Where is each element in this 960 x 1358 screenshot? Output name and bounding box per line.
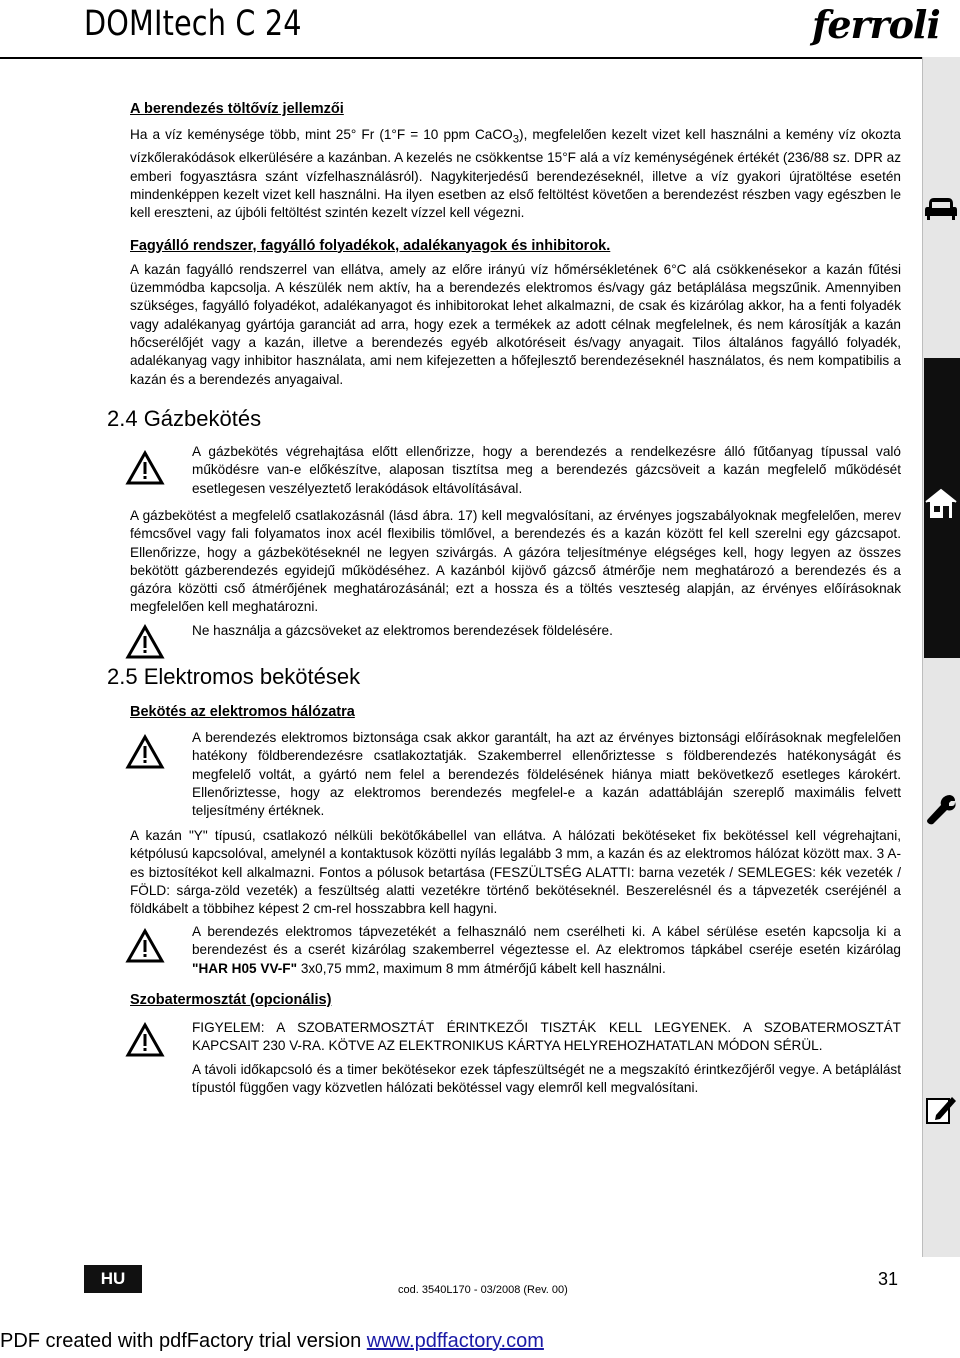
water-text-b: ), megfelelően kezelt vizet kell használni a kemény víz okozta vízkőlerakódások elkerülésére a kazánban. A kezelés ne csökkentse 15°F alá a víz keménységének értékét (236/88 sz. DPR az emberi fogyasztásra szánt vízfelhasználásról). Nagykiterjedésű berendezéseknél, illetve a víz gyakori újratöltése esetén mindenképpen kezelt vizet kell használni. Ha ilyen esetben az első feltöltést követően a berendezést részben vagy egészben le kell ereszteni, az újbóli feltöltést szintén kezelt vízzel kell végezni. xyxy=(130,127,901,221)
electric-paragraph: A kazán "Y" típusú, csatlakozó nélküli bekötőkábellel van ellátva. A hálózati bekötéseket fix bekötéssel kell végrehajtani, kétpólusú kapcsolóval, amelynél a kontaktusok közötti nyílás legalább 3 mm, a kazán és az elektromos hálózat között max. 3 A-es biztosítékot kell alkalmazni. Fontos a pólusok betartása (FESZÜLTSÉG ALATTI: barna vezeték / SEMLEGES: kék vezeték / FÖLD: sárga-zöld vezeték) a feszültség alatti vezetékre történő bekötéseknél. Beszerelésnél és a tápvezeték cseréjénél a földkábelt a többihez képest 2 cm-rel hosszabbra kell hagyni. xyxy=(130,828,901,917)
gas-body xyxy=(130,507,901,617)
electric-body xyxy=(130,827,901,918)
header-divider xyxy=(0,57,960,59)
mains-heading: Bekötés az elektromos hálózatra xyxy=(130,704,355,720)
cable-warning-text-a: A berendezés elektromos tápvezetékét a felhasználó nem cserélheti ki. A kábel sérülése esetén kapcsolja ki a berendezést és a cserét kizárólag szakemberrel végeztesse el. Az elektromos tápkábel cseréje esetén kizárólag xyxy=(192,924,901,958)
thermostat-warning-text: FIGYELEM: A SZOBATERMOSZTÁT ÉRINTKEZŐI TISZTÁK KELL LEGYENEK. A SZOBATERMOSZTÁT KAPCSAIT 230 V-RA. KÖTVE AZ ELEKTRONIKUS KÁRTYA HELYREHOZHATATLAN MÓDON SÉRÜL. xyxy=(192,1020,901,1054)
gas-warning-2-text: Ne használja a gázcsöveket az elektromos berendezések földelésére. xyxy=(192,623,613,638)
gas-paragraph: A gázbekötést a megfelelő csatlakozásnál (lásd ábra. 17) kell megvalósítani, az érvényes jogszabályoknak megfelelően, merev fémcsővel vagy fali folyamatos inox acél flexibilis tömlővel, a berendezés és a kazán között fel kell szerelni egy gázcsapot. Ellenőrizze, hogy a gázbekötéseknél ne legyen szivárgás. A gázóra teljesítménye elégséges kell, hogy legyen az összes bekötött gázberendezés egyidejű működéséhez. A kazánból kijövő gázcső átmérője nem meghatározó a berendezés és a gázóra közötti cső átmérőjének meghatározásánál; ezt a hossza és a töltés veszteség alapján, az érvényes előírásoknak megfelelően kell meghatározni. xyxy=(130,508,901,615)
cable-type: "HAR H05 VV-F" xyxy=(192,960,298,976)
water-paragraph xyxy=(130,126,901,222)
page-number: 31 xyxy=(878,1269,899,1289)
electric-warning-2 xyxy=(192,923,901,978)
pdf-banner-text: PDF created with pdfFactory trial version xyxy=(0,1330,367,1352)
warning-icon xyxy=(125,928,165,964)
house-icon xyxy=(924,486,958,520)
electric-warning-1-text: A berendezés elektromos biztonsága csak akkor garantált, ha azt az érvényes biztonsági előírásoknak megfelelően hatékony földberendezésre csatlakoztatják. Szakemberrel ellenőriztesse s földberendezés hatékonyságát és megfelelő voltát, a gyártó nem felel a berendezés földelésének hiánya miatt bekövetkező esetleges károkért. Ellenőriztesse, hogy az elektromos berendezés megfelel-e a kazán adattábláján szereplő maximális felvett teljesítmény értéknek. xyxy=(192,730,901,819)
timer-note xyxy=(192,1061,901,1098)
antifreeze-heading: Fagyálló rendszer, fagyálló folyadékok, adalékanyagok és inhibitorok. xyxy=(130,237,611,254)
water-section xyxy=(130,100,901,389)
warning-icon xyxy=(125,624,165,660)
wrench-icon xyxy=(924,792,958,826)
pdf-banner xyxy=(0,1330,544,1353)
document-title: DOMItech C 24 xyxy=(84,4,302,44)
electric-warning-1 xyxy=(192,729,901,820)
antifreeze-paragraph: A kazán fagyálló rendszerrel van ellátva, amely az előre irányú víz hőmérsékletének 6°C alá csökkenésekor a kazán fűtési üzemmódba kapcsolja. A készülék nem aktív, ha a berendezés elektromos és/vagy gáz betáplálása megszűnik. Amennyiben szükséges, fagyálló folyadékot, adalékanyagot és inhibitorokat lehet alkalmazni, de csak és kizárólag akkor, ha a fenti folyadék vagy adalékanyag gyártója garanciát ad arra, hogy ezek a termékek az adott célnak megfelelnek, és nem károsítják a kazán hőcserélőjét vagy a kazán, illetve a berendezés egyéb alkotóréseit és/vagy anyagait. Tilos általános fagyálló folyadék, adalékanyag vagy inhibitor használata, ami nem kifejezetten a hőfejlesztő berendezéseknél használatos, és nem kompatibilis a kazán és a berendezés anyagaival. xyxy=(130,261,901,387)
brand-logo: ferroli xyxy=(812,2,940,47)
language-badge: HU xyxy=(84,1265,142,1293)
cable-warning-text-b: 3x0,75 mm2, maximum 8 mm átmérőjű kábelt kell használni. xyxy=(297,960,666,976)
warning-icon xyxy=(125,450,165,486)
water-text-a: Ha a víz keménysége több, mint 25° Fr (1°F = 10 ppm CaCO xyxy=(130,127,513,143)
electric-section-title: 2.5 Elektromos bekötések xyxy=(107,664,361,689)
gas-section-title: 2.4 Gázbekötés xyxy=(107,406,262,431)
gas-warning-1 xyxy=(192,443,901,498)
gas-warning-1-text: A gázbekötés végrehajtása előtt ellenőrizze, hogy a berendezés a rendelkezésre álló fűtőanyag típussal való működésre van-e előkészítve, alaposan tisztítsa meg a berendezés gázcsöveit a kazán megfelelő működését esetlegesen veszélyeztető lerakódások eltávolításával. xyxy=(192,444,901,496)
water-subscript: 3 xyxy=(512,134,520,147)
notepad-icon xyxy=(924,1093,958,1127)
thermostat-heading: Szobatermosztát (opcionális) xyxy=(130,992,332,1008)
document-code: cod. 3540L170 - 03/2008 (Rev. 00) xyxy=(398,1284,568,1296)
gas-warning-2 xyxy=(192,622,901,640)
warning-icon xyxy=(125,734,165,770)
timer-note-text: A távoli időkapcsoló és a timer bekötésekor ezek tápfeszültségét ne a megszakító érintkezőjéről vegye. A betáplálást típustól függően vagy közvetlen hálózati bekötéssel vagy elemről kell megvalósítani. xyxy=(192,1062,901,1096)
armchair-icon xyxy=(924,190,958,224)
thermostat-warning xyxy=(192,1019,901,1056)
water-heading: A berendezés töltővíz jellemzői xyxy=(130,101,344,117)
warning-icon xyxy=(125,1022,165,1058)
pdffactory-link[interactable]: www.pdffactory.com xyxy=(366,1330,544,1352)
